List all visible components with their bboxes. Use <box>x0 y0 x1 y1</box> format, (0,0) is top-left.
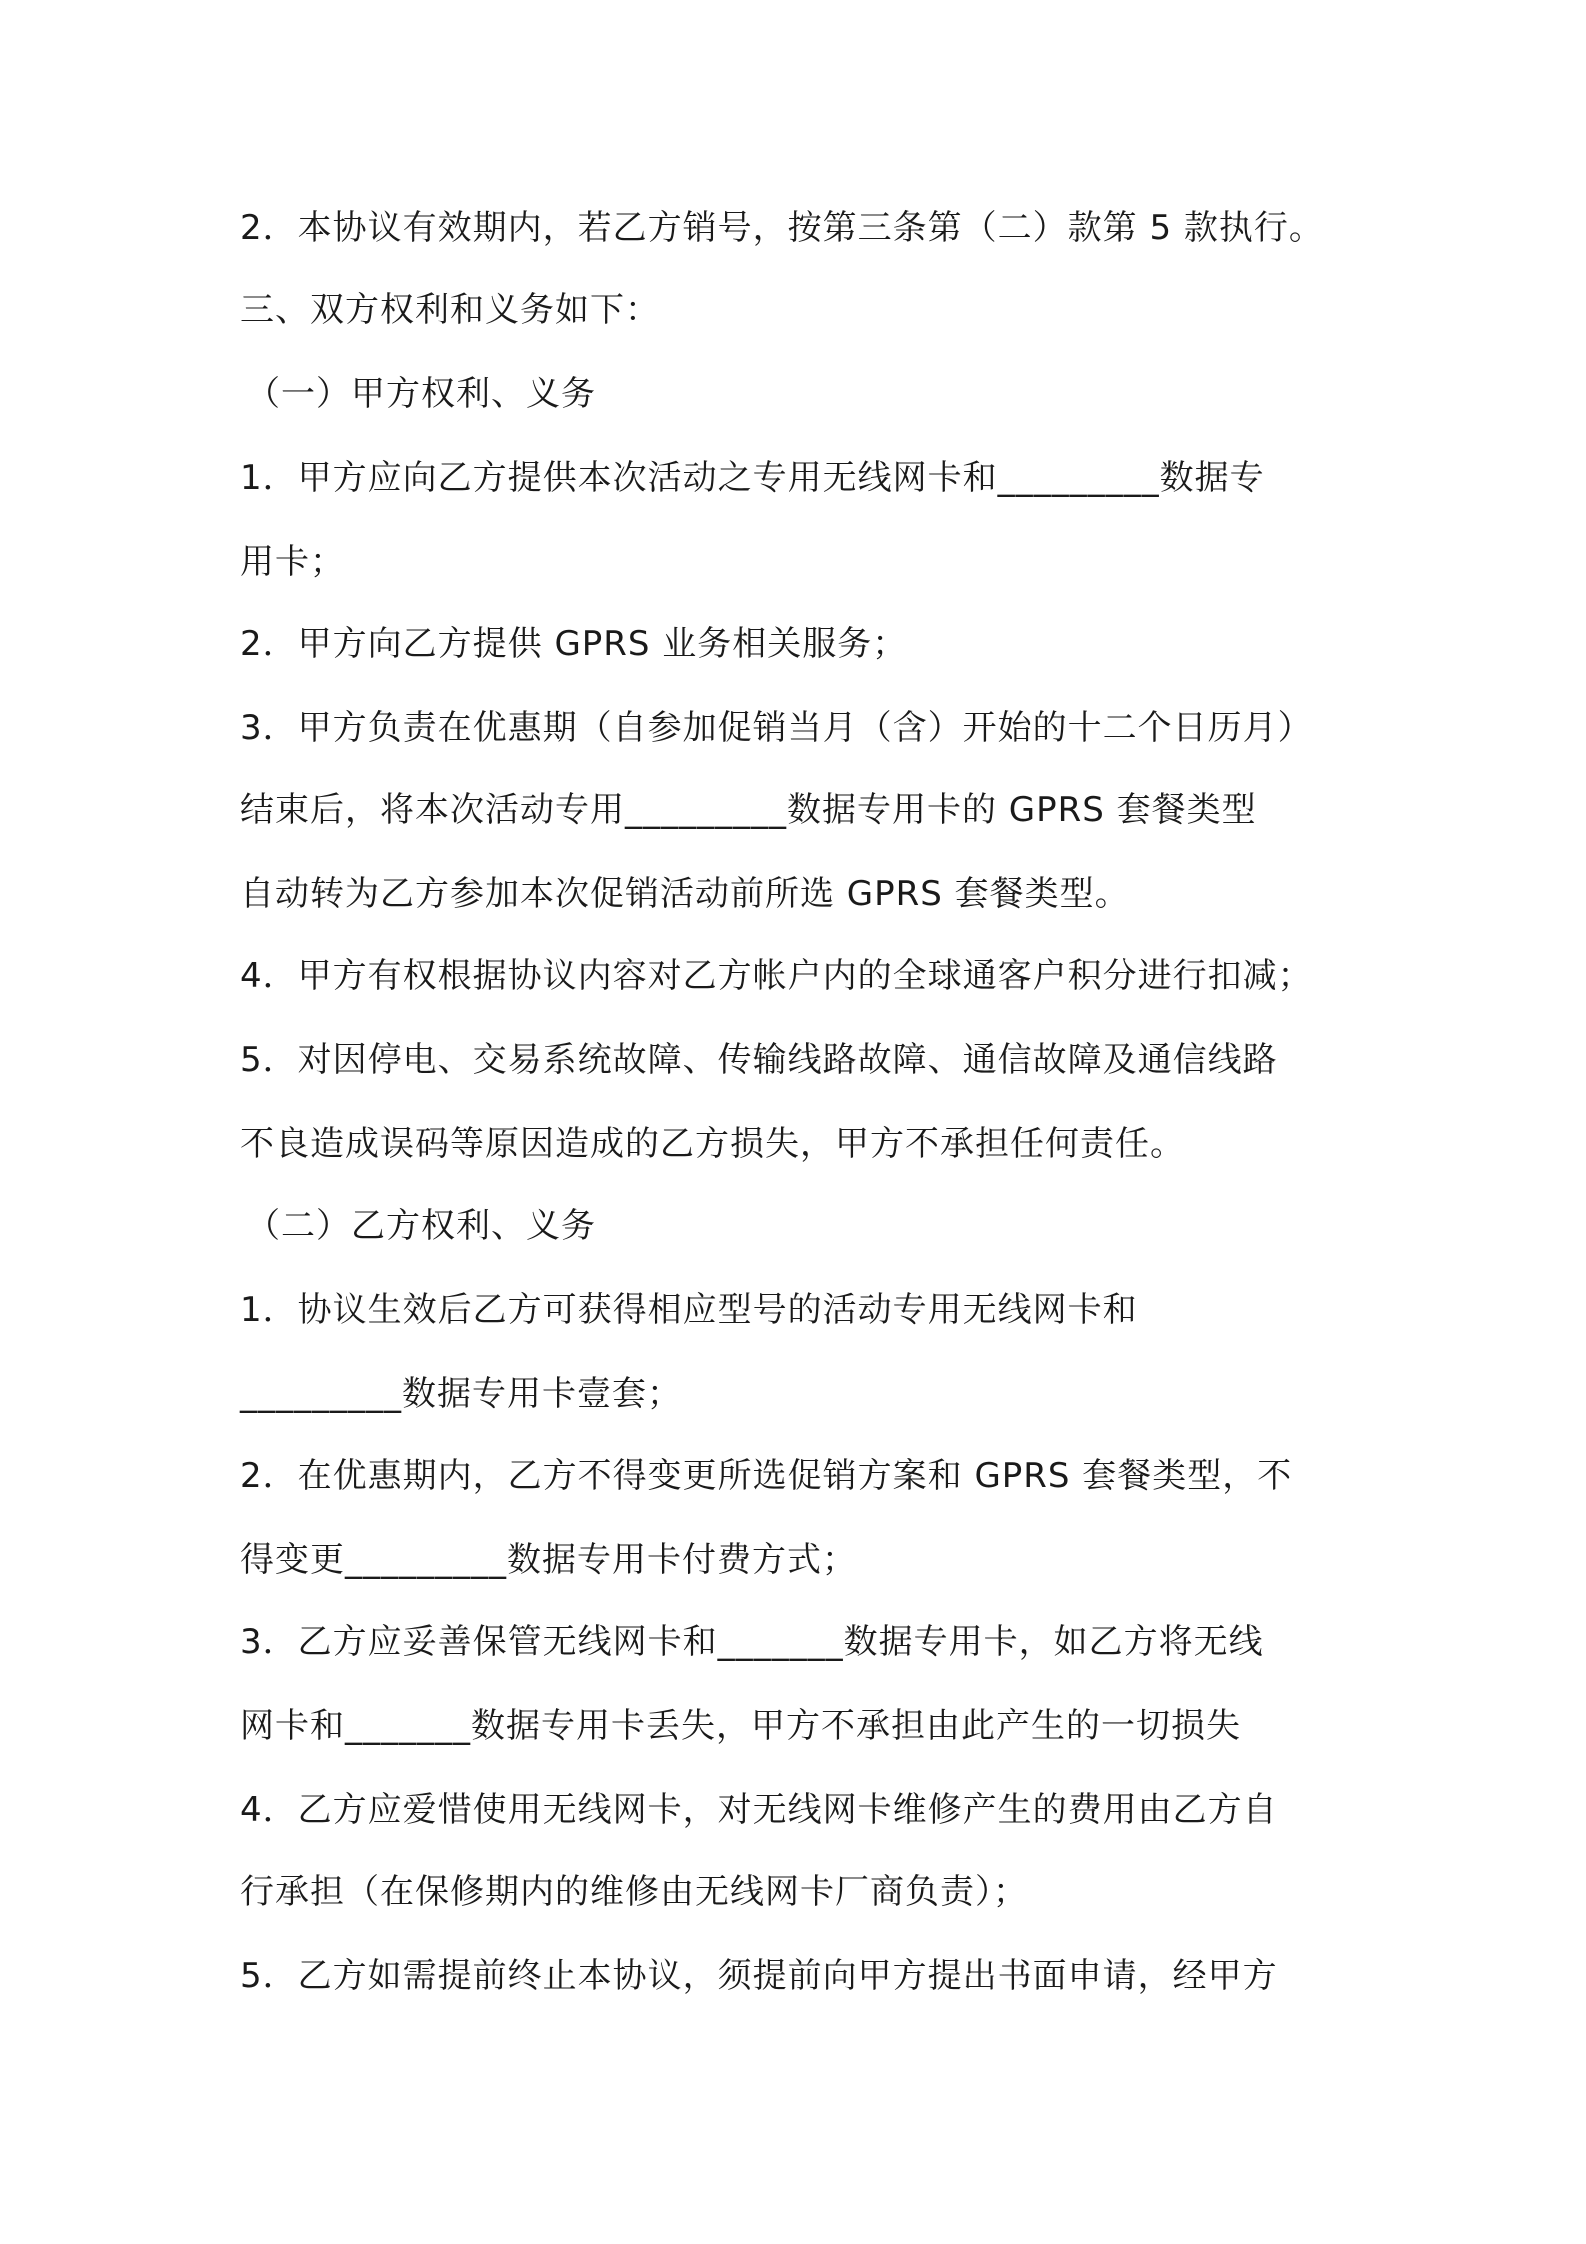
party-b-item-4-line-2: 行承担（在保修期内的维修由无线网卡厂商负责）； <box>240 1872 1028 1912</box>
party-b-item-1-line-2: _________数据专用卡壹套； <box>240 1374 682 1414</box>
party-a-item-1-line-2: 用卡； <box>240 542 345 582</box>
party-a-item-5-line-2: 不良造成误码等原因造成的乙方损失，甲方不承担任何责任。 <box>240 1124 1185 1164</box>
party-b-item-2-line-2: 得变更_________数据专用卡付费方式； <box>240 1540 857 1580</box>
party-a-item-3-line-3: 自动转为乙方参加本次促销活动前所选 GPRS 套餐类型。 <box>240 874 1130 914</box>
party-a-item-3-line-1: 3．甲方负责在优惠期（自参加促销当月（含）开始的十二个日历月） <box>240 708 1313 748</box>
party-a-item-4: 4．甲方有权根据协议内容对乙方帐户内的全球通客户积分进行扣减； <box>240 956 1313 996</box>
party-a-item-5-line-1: 5．对因停电、交易系统故障、传输线路故障、通信故障及通信线路 <box>240 1040 1278 1080</box>
party-b-item-1-line-1: 1．协议生效后乙方可获得相应型号的活动专用无线网卡和 <box>240 1290 1138 1330</box>
party-b-item-5-line-1: 5．乙方如需提前终止本协议，须提前向甲方提出书面申请，经甲方 <box>240 1956 1278 1996</box>
party-a-item-2: 2．甲方向乙方提供 GPRS 业务相关服务； <box>240 624 908 664</box>
party-b-item-3-line-2: 网卡和_______数据专用卡丢失，甲方不承担由此产生的一切损失 <box>240 1706 1241 1746</box>
party-b-item-3-line-1: 3．乙方应妥善保管无线网卡和_______数据专用卡，如乙方将无线 <box>240 1622 1264 1662</box>
party-a-item-1-line-1: 1．甲方应向乙方提供本次活动之专用无线网卡和_________数据专 <box>240 458 1265 498</box>
subsection-party-a-heading: （一）甲方权利、义务 <box>246 374 596 414</box>
party-b-item-4-line-1: 4．乙方应爱惜使用无线网卡，对无线网卡维修产生的费用由乙方自 <box>240 1790 1278 1830</box>
party-a-item-3-line-2: 结束后，将本次活动专用_________数据专用卡的 GPRS 套餐类型 <box>240 790 1257 830</box>
clause-2-validity: 2．本协议有效期内，若乙方销号，按第三条第（二）款第 5 款执行。 <box>240 208 1324 248</box>
section-3-heading: 三、双方权利和义务如下： <box>240 290 660 330</box>
subsection-party-b-heading: （二）乙方权利、义务 <box>246 1206 596 1246</box>
party-b-item-2-line-1: 2．在优惠期内，乙方不得变更所选促销方案和 GPRS 套餐类型，不 <box>240 1456 1293 1496</box>
